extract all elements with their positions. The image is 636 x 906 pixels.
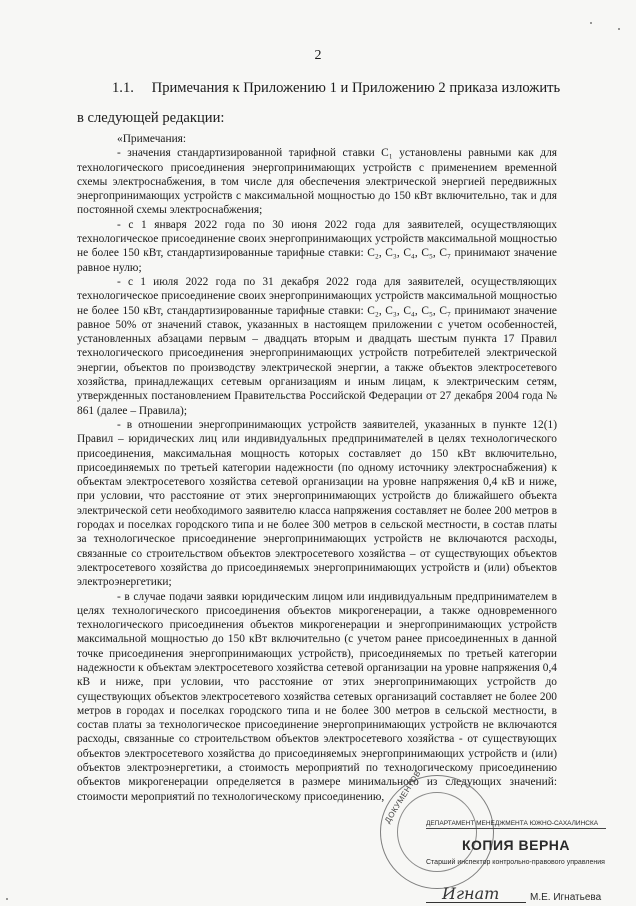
section-subheading: в следующей редакции: [77,110,225,126]
document-body [77,132,557,804]
paragraph: - в отношении энергопринимающих устройств заявителей, указанных в пункте 12(1) Правил – юридических лиц или индивидуальных предпринимателей в целях технологического присоединения, максимальная мощность которых составляет до 150 кВт включительно, присоединяемых по третьей категории надежности (по одному источнику электроснабжения) к объектам электросетевого хозяйства сетевой организации на уровне напряжения 0,4 кВ и ниже, при условии, что расстояние от этих энергопринимающих устройств до ближайшего объекта электрической сети необходимого заявителю класса напряжения составляет не более 200 метров в городах и поселках городского типа и не более 300 метров в сельской местности, в состав платы за технологическое присоединение энергопринимающих устройств не включаются расходы, связанные со строительством объектов электросетевого хозяйства – от существующих объектов электросетевого хозяйства до присоединяемых энергопринимающих устройств и (или) объектов электроэнергетики; [77,418,557,589]
paragraph: - значения стандартизированной тарифной ставки С₁ установлены равными как для технологического присоединения энергопринимающих устройств с применением временной схемы электроснабжения, в том числе для обеспечения электрической энергией передвижных энергопринимающих устройств с максимальной мощностью до 150 кВт включительно, так и для постоянной схемы электроснабжения; [77,147,557,217]
section-heading [112,80,561,97]
handwritten-signature: Игнат [442,884,500,903]
paragraph: - в случае подачи заявки юридическим лицом или индивидуальным предпринимателем в целях технологического присоединения объектов микрогенерации, а также одновременного технологического присоединения объектов микрогенерации и энергопринимающих устройств максимальной мощностью до 150 кВт включительно (с учетом ранее присоединенных в данной точке присоединения энергопринимающих устройств), присоединяемых по третьей категории надежности к объектам электросетевого хозяйства сетевой организации на уровне напряжения 0,4 кВ и ниже, при условии, что расстояние от этих энергопринимающих устройств до существующих объектов электросетевого хозяйства сетевых организаций составляет не более 200 метров в городах и поселках городского типа и не более 300 метров в сельской местности, в состав платы за технологическое присоединение энергопринимающих устройств не включаются расходы, связанные со строительством объектов электросетевого хозяйства - от существующих объектов электросетевого хозяйства до присоединяемых энергопринимающих устройств и (или) объектов электроэнергетики, а стоимость мероприятий по технологическому присоединению объектов микрогенерации определяется в размере минимального из следующих значений: стоимости мероприятий по технологическому присоединению, [77,590,557,803]
signatory-name: М.Е. Игнатьева [530,892,602,903]
section-heading-text: Примечания к Приложению 1 и Приложению 2 приказа изложить [151,80,561,96]
paragraph: - с 1 января 2022 года по 30 июня 2022 года для заявителей, осуществляющих технологическое присоединение своих энергопринимающих устройств максимальной мощностью не более 150 кВт, стандартизированные тарифные ставки: С₂, С₃, С₄, С₅, С₇ принимают значение равное нулю; [77,218,557,274]
notes-title: «Примечания: [117,133,187,145]
scan-speck [618,28,620,30]
scan-speck [6,898,8,900]
copy-stamp-title: КОПИЯ ВЕРНА [461,837,571,853]
copy-stamp-role: Старший инспектор контрольно-правового управления [426,859,605,866]
copy-stamp-header: ДЕПАРТАМЕНТ МЕНЕДЖМЕНТА ЮЖНО-САХАЛИНСКА [426,820,606,829]
paragraph: - с 1 июля 2022 года по 31 декабря 2022 года для заявителей, осуществляющих технологическое присоединение своих энергопринимающих устройств максимальной мощностью не более 150 кВт, стандартизированные тарифные ставки: С₂, С₃, С₄, С₅, С₇ принимают значение равное 50% от значений ставок, указанных в настоящем приложении с учетом особенностей, установленных абзацами первым – двадцать вторым и двадцать шестым пункта 17 Правил технологического присоединения энергопринимающих устройств потребителей электрической энергии, объектов по производству электрической энергии, а также объектов электросетевого хозяйства, принадлежащих сетевым организациям и иным лицам, к электрическим сетям, утвержденных постановлением Правительства Российской Федерации от 27 декабря 2004 года № 861 (далее – Правила); [77,275,557,417]
seal-arc-text: ДОКУМЕНТОВ [383,768,423,825]
page-number: 2 [314,48,322,63]
section-number: 1.1. [112,80,134,96]
certified-copy-stamp [426,820,606,906]
scan-speck [590,22,592,24]
signature-line [426,884,606,906]
